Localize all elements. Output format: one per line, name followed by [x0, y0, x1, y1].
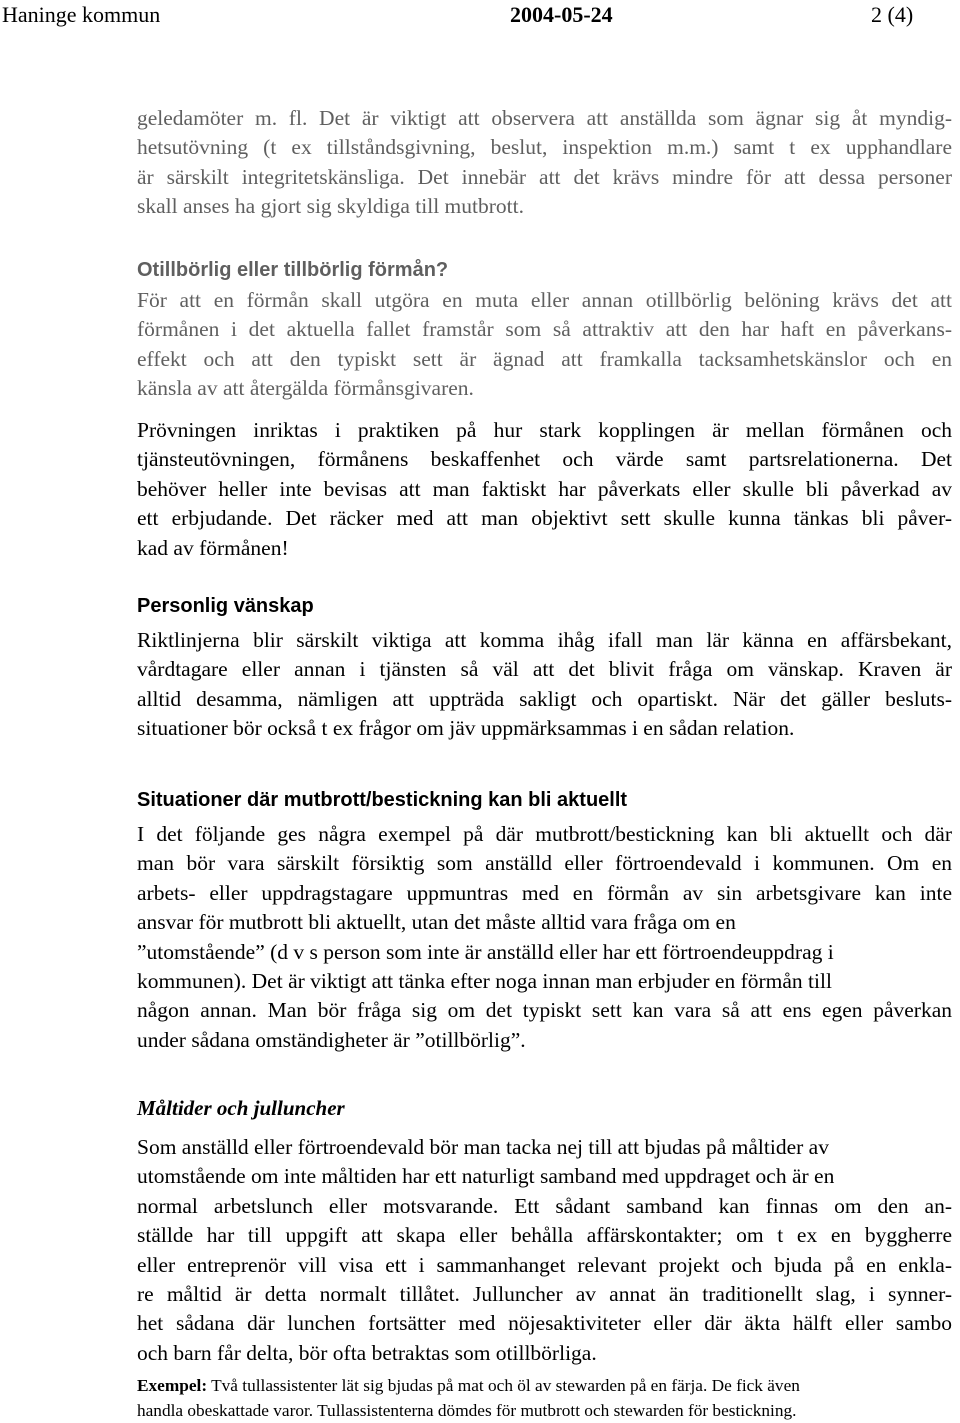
page-header — [0, 0, 960, 30]
section-heading: Måltider och julluncher — [137, 1095, 952, 1121]
text-line: ett erbjudande. Det räcker med att man objektivt sett skulle kunna tänkas bli påver- — [137, 504, 952, 533]
example-label: Exempel: — [137, 1376, 207, 1395]
example-line-2: handla obeskattade varor. Tullassistenterna dömdes för mutbrott och stewarden för bestickning. — [137, 1399, 952, 1423]
section-heading: Personlig vänskap — [137, 593, 952, 619]
text-line: ställde har till uppgift att skapa eller behålla affärskontakter; om t ex en byggherre — [137, 1221, 952, 1250]
text-line: tjänsteutövningen, förmånens beskaffenhet och värde samt partsrelationerna. Det — [137, 445, 952, 474]
text-line: vårdtagare eller annan i tjänsten så väl att det blivit fråga om vänskap. Kraven är — [137, 655, 952, 684]
text-line: normal arbetslunch eller motsvarande. Ett sådant samband kan finnas om den an- — [137, 1192, 952, 1221]
text-line: re måltid är detta normalt tillåtet. Julluncher av annat än traditionellt slag, i synner- — [137, 1280, 952, 1309]
section1-paragraph-2 — [137, 416, 952, 563]
section-heading: Situationer där mutbrott/bestickning kan bli aktuellt — [137, 787, 952, 813]
text-line: någon annan. Man bör fråga sig om det typiskt sett kan vara så att ens egen påverkan — [137, 996, 952, 1025]
text-line: är särskilt integritetskänsliga. Det innebär att det krävs mindre för att dessa personer — [137, 163, 952, 192]
example-line-1 — [137, 1374, 952, 1399]
text-line: effekt och att den typiskt sett är ägnad att framkalla tacksamhetskänslor och en — [137, 345, 952, 374]
text-line: och barn får delta, bör ofta betraktas som otillbörliga. — [137, 1339, 952, 1368]
text-line: ansvar för mutbrott bli aktuellt, utan det måste alltid vara fråga om en — [137, 908, 952, 937]
page-number: 2 (4) — [871, 1, 913, 29]
section3-paragraph — [137, 820, 952, 1055]
text-line: kommunen). Det är viktigt att tänka efter noga innan man erbjuder en förmån till — [137, 967, 952, 996]
text-line: geledamöter m. fl. Det är viktigt att observera att anställda som ägnar sig åt myndig- — [137, 104, 952, 133]
text-line: arbets- eller uppdragstagare uppmuntras med en förmån av sin arbetsgivare kan inte — [137, 879, 952, 908]
text-line: känsla av att återgälda förmånsgivaren. — [137, 374, 952, 403]
text-line: kad av förmånen! — [137, 534, 952, 563]
document-date: 2004-05-24 — [510, 1, 613, 29]
text-line: Som anställd eller förtroendevald bör man tacka nej till att bjudas på måltider av — [137, 1133, 952, 1162]
text-line: hetsutövning (t ex tillståndsgivning, beslut, inspektion m.m.) samt t ex upphandlare — [137, 133, 952, 162]
text-line: alltid desamma, nämligen att uppträda sakligt och opartiskt. När det gäller besluts- — [137, 685, 952, 714]
text-line: under sådana omständigheter är ”otillbörlig”. — [137, 1026, 952, 1055]
text-line: skall anses ha gjort sig skyldiga till mutbrott. — [137, 192, 952, 221]
text-line: Riktlinjerna blir särskilt viktiga att komma ihåg ifall man lär känna en affärsbekant, — [137, 626, 952, 655]
text-line: eller entreprenör vill visa ett i sammanhanget relevant projekt och bjuda på en enkla- — [137, 1251, 952, 1280]
example-text: Två tullassistenter lät sig bjudas på mat och öl av stewarden på en färja. De fick även — [211, 1376, 800, 1395]
section-heading: Otillbörlig eller tillbörlig förmån? — [137, 257, 952, 283]
text-line: förmånen i det aktuella fallet framstår som så attraktiv att den har haft en påverkans- — [137, 315, 952, 344]
text-line: För att en förmån skall utgöra en muta eller annan otillbörlig belöning krävs det att — [137, 286, 952, 315]
example-box — [137, 1374, 952, 1423]
text-line: utomstående om inte måltiden har ett naturligt samband med uppdraget och är en — [137, 1162, 952, 1191]
text-line: ”utomstående” (d v s person som inte är anställd eller har ett förtroendeuppdrag i — [137, 938, 952, 967]
section4-paragraph — [137, 1133, 952, 1368]
text-line: situationer bör också t ex frågor om jäv uppmärksammas i en sådan relation. — [137, 714, 952, 743]
text-line: het sådana där lunchen fortsätter med nöjesaktiviteter eller där äkta hälft eller sambo — [137, 1309, 952, 1338]
organization-name: Haninge kommun — [2, 1, 160, 29]
text-line: behöver heller inte bevisas att man faktiskt har påverkats eller skulle bli påverkad av — [137, 475, 952, 504]
text-line: man bör vara särskilt försiktig som anställd eller förtroendevald i kommunen. Om en — [137, 849, 952, 878]
section1-paragraph-1 — [137, 286, 952, 404]
intro-paragraph — [137, 104, 952, 222]
section2-paragraph — [137, 626, 952, 744]
text-line: I det följande ges några exempel på där mutbrott/bestickning kan bli aktuellt och där — [137, 820, 952, 849]
text-line: Prövningen inriktas i praktiken på hur stark kopplingen är mellan förmånen och — [137, 416, 952, 445]
